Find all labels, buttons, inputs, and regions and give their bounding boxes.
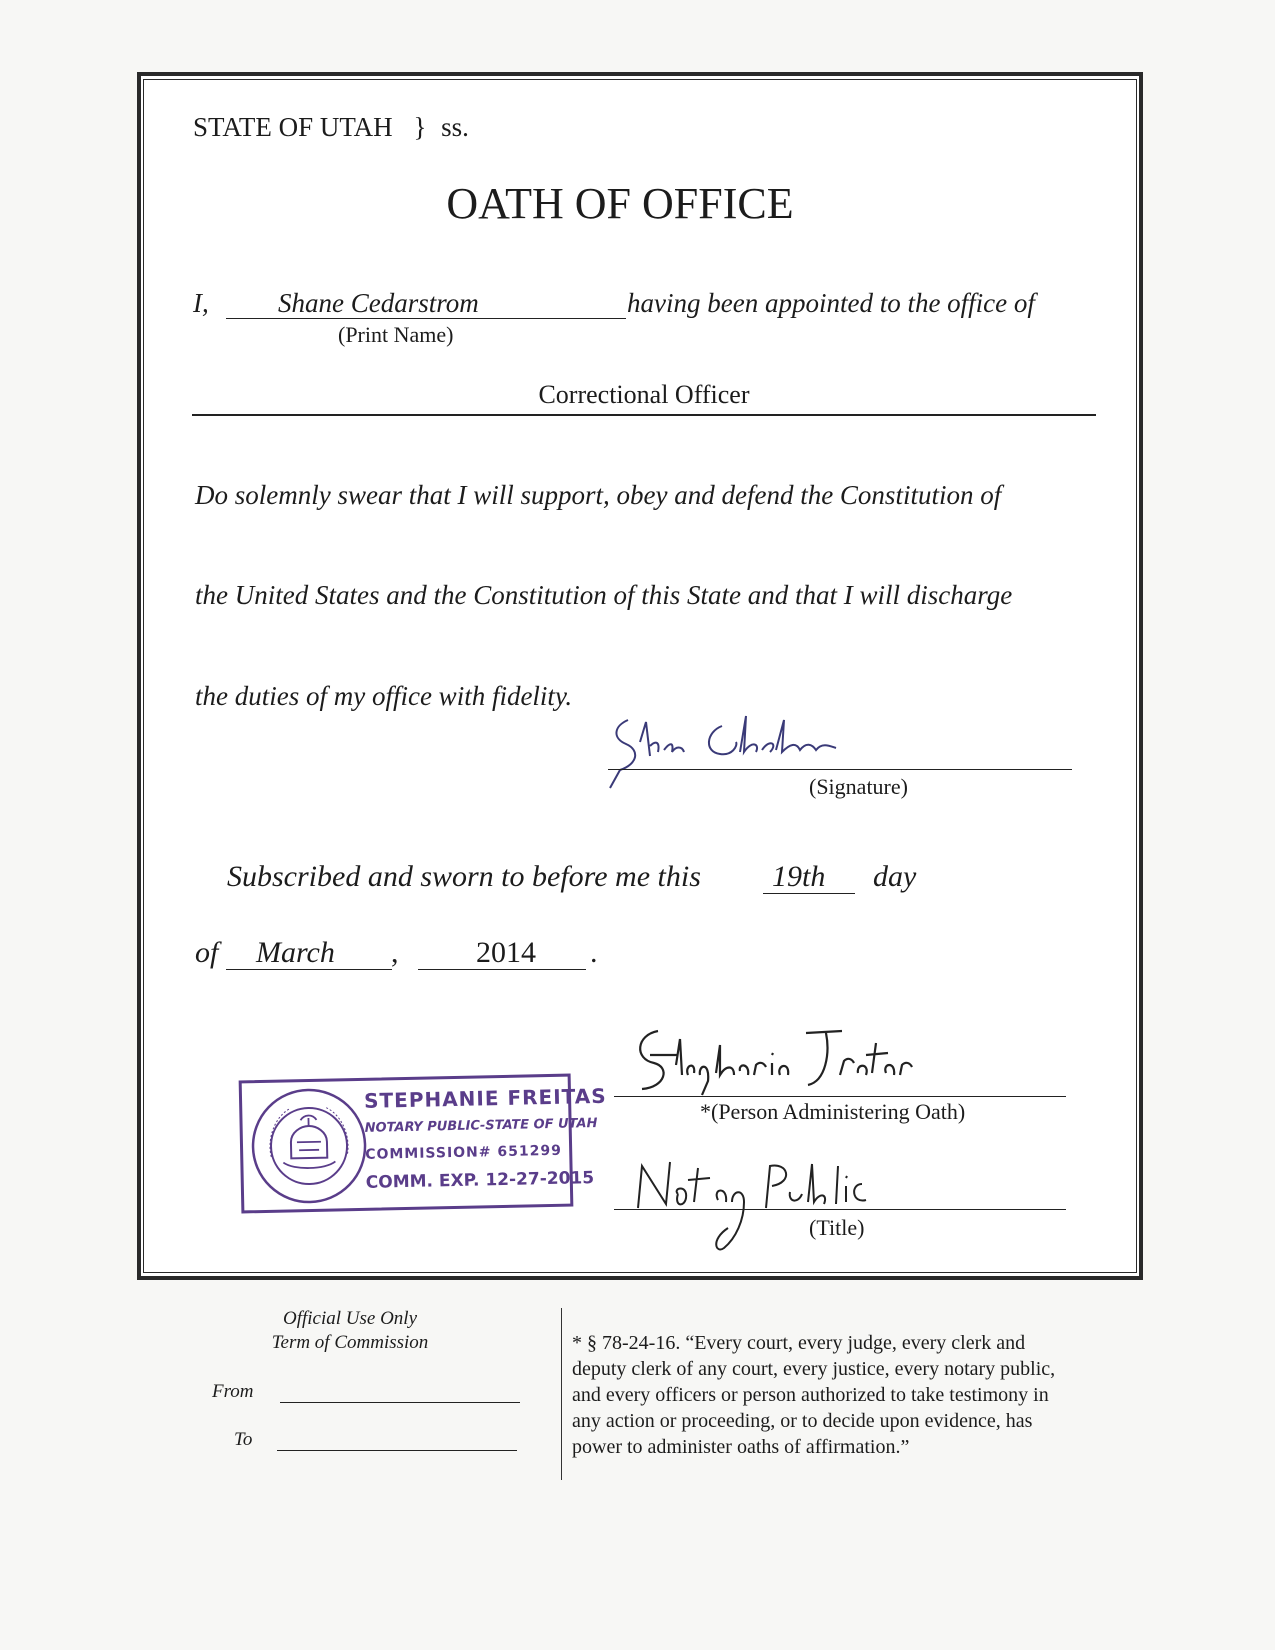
year-underline bbox=[418, 969, 586, 970]
oath-line-3: the duties of my office with fidelity. bbox=[195, 681, 573, 711]
to-line bbox=[277, 1450, 517, 1451]
subscribed-of: of bbox=[195, 936, 219, 969]
footnote-line-5: power to administer oaths of affirmation.” bbox=[572, 1436, 910, 1458]
signature-line bbox=[608, 769, 1072, 770]
appointment-prefix: I, bbox=[193, 288, 209, 318]
footnote-line-4: any action or proceeding, or to decide upon evidence, has bbox=[572, 1410, 1033, 1432]
print-name-caption: (Print Name) bbox=[338, 322, 454, 347]
stamp-name: STEPHANIE FREITAS bbox=[363, 1083, 607, 1113]
oath-line-2: the United States and the Constitution of this State and that I will discharge bbox=[195, 580, 1013, 610]
subscribed-comma: , bbox=[391, 936, 399, 969]
title-caption: (Title) bbox=[809, 1215, 865, 1240]
subscribed-month: March bbox=[256, 936, 335, 969]
footer-divider bbox=[561, 1308, 562, 1480]
oath-line-1: Do solemnly swear that I will support, obey and defend the Constitution of bbox=[195, 480, 1002, 510]
page-title: OATH OF OFFICE bbox=[446, 179, 794, 228]
subscribed-year: 2014 bbox=[476, 936, 536, 969]
state-name: STATE OF UTAH bbox=[193, 112, 393, 142]
subscribed-period: . bbox=[590, 936, 598, 969]
stamp-commission: COMMISSION# 651299 bbox=[365, 1142, 563, 1163]
footnote-line-1: * § 78-24-16. “Every court, every judge, every clerk and bbox=[572, 1332, 1026, 1354]
title-line bbox=[614, 1209, 1066, 1210]
subscribed-prefix: Subscribed and sworn to before me this bbox=[227, 860, 701, 893]
subscribed-day: 19th bbox=[772, 860, 826, 893]
official-use-label: Official Use Only bbox=[282, 1308, 418, 1329]
footnote-line-2: deputy clerk of any court, every justice, every notary public, bbox=[572, 1358, 1056, 1380]
stamp-expiration: COMM. EXP. 12-27-2015 bbox=[365, 1168, 595, 1193]
administrator-caption: *(Person Administering Oath) bbox=[700, 1099, 966, 1124]
footnote-line-3: and every officers or person authorized to take testimony in bbox=[572, 1384, 1049, 1406]
stamp-notary-line: NOTARY PUBLIC-STATE OF UTAH bbox=[364, 1115, 598, 1136]
appointee-name: Shane Cedarstrom bbox=[278, 288, 479, 318]
state-seal-icon bbox=[248, 1085, 370, 1207]
appointment-suffix: having been appointed to the office of bbox=[627, 288, 1035, 318]
from-line bbox=[280, 1402, 520, 1403]
name-underline bbox=[226, 318, 626, 319]
title-handwriting bbox=[632, 1158, 882, 1258]
subscribed-day-word: day bbox=[873, 860, 917, 893]
day-underline bbox=[763, 893, 855, 894]
from-label: From bbox=[212, 1381, 254, 1402]
state-brace: } bbox=[413, 112, 427, 142]
office-title: Correctional Officer bbox=[538, 380, 750, 409]
office-underline bbox=[192, 414, 1096, 416]
to-label: To bbox=[234, 1429, 253, 1450]
month-underline bbox=[226, 969, 392, 970]
administrator-signature-line bbox=[614, 1096, 1066, 1097]
administrator-signature-handwriting bbox=[630, 1025, 930, 1097]
ss-label: ss. bbox=[441, 112, 469, 142]
signature-caption: (Signature) bbox=[809, 774, 908, 799]
state-line bbox=[193, 112, 469, 143]
term-of-commission-label: Term of Commission bbox=[271, 1332, 429, 1353]
notary-stamp bbox=[239, 1074, 607, 1214]
